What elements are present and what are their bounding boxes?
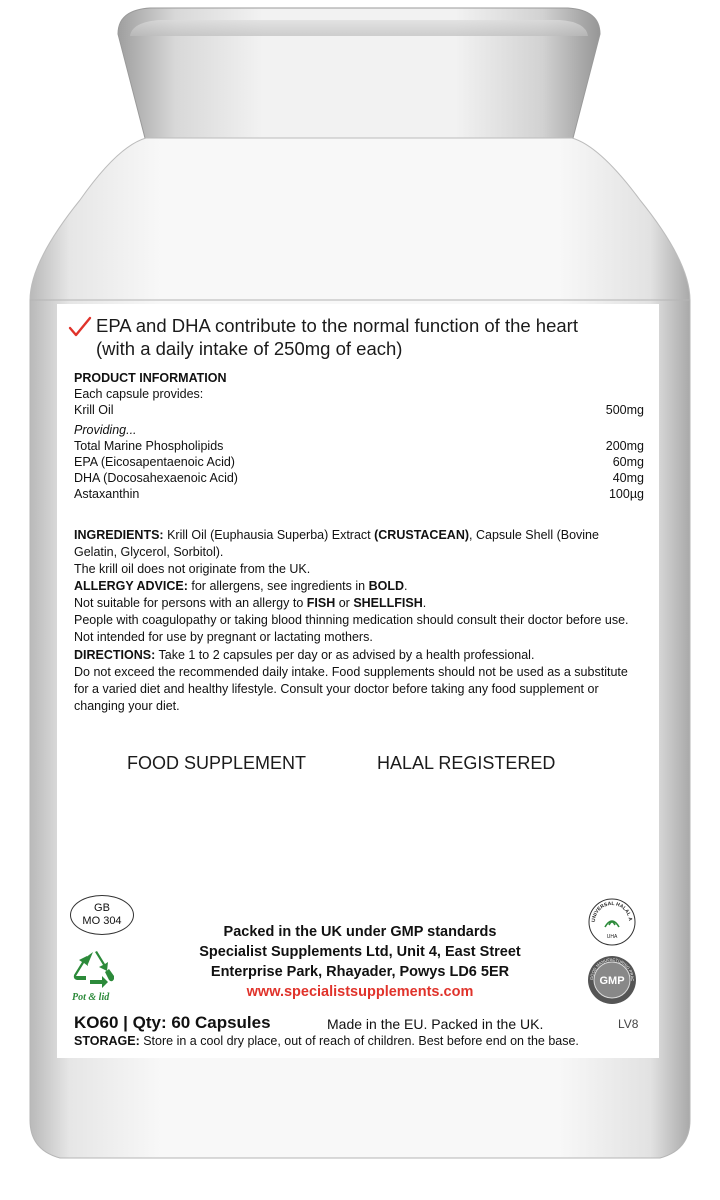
gmp-text: GMP [599,975,625,987]
nutrient-name: Krill Oil [74,403,114,417]
allergy-line-3: People with coagulopathy or taking blood thinning medication should consult their doctor before use. Not intended for use by pregnant or lactating mothers. [74,613,629,644]
ingredients-text-2: , Capsule Shell (Bovine Gelatin, Glycerol, Sorbitol). [74,528,599,559]
recycle-icon [72,950,118,990]
origin-statement: Made in the EU. Packed in the UK. [327,1016,544,1032]
nutrient-row [74,454,644,470]
nutrient-row [74,402,644,418]
uha-ring-text: UNIVERSAL HALAL A [590,900,634,923]
gb-mark-line-1: GB [94,902,110,914]
ingredients-text: Krill Oil (Euphausia Superba) Extract [163,528,375,542]
bottle-shoulder [30,138,690,310]
each-capsule-text: Each capsule provides: [74,387,204,401]
nutrient-row [74,470,644,486]
halal-registered-label: HALAL REGISTERED [377,753,556,773]
directions-text: Take 1 to 2 capsules per day or as advised by a health professional. [155,648,535,662]
product-info-heading: PRODUCT INFORMATION [74,371,227,385]
allergen-crustacean: (CRUSTACEAN) [374,528,470,542]
gb-mark-line-2: MO 304 [82,915,122,927]
label-version: LV8 [618,1017,639,1031]
origin-text: The krill oil does not originate from the UK. [74,562,311,576]
nutrient-name: Total Marine Phospholipids [74,439,224,453]
allergy-text: for allergens, see ingredients in [187,579,369,593]
health-claim [74,314,654,360]
allergy-text-end: . [404,579,408,593]
storage-info [74,1034,654,1048]
gmp-logo [587,955,637,1005]
claim-line-1: EPA and DHA contribute to the normal function of the heart [96,315,578,336]
gb-health-mark [70,895,134,935]
providing-text: Providing... [74,423,137,437]
bold-word: BOLD [368,579,404,593]
nutrient-row [74,438,644,454]
directions-text-2: Do not exceed the recommended daily intake. Food supplements should not be used as a substitute for a varied diet and healthy lifestyle. Consult your doctor before taking any food supplement or changing your diet. [74,665,628,713]
product-code: KO60 | Qty: 60 Capsules [74,1013,271,1032]
product-information [74,370,644,502]
allergen-fish: FISH [306,596,336,610]
gmp-ring-text: GOOD MANUFACTURING PRAC [588,956,636,982]
allergy-label: ALLERGY ADVICE: [74,579,188,593]
directions-label: DIRECTIONS: [74,648,156,662]
nutrient-name: DHA (Docosahexaenoic Acid) [74,471,238,485]
nutrient-amount: 500mg [605,403,644,417]
allergy-or: or [335,596,354,610]
directions-section [74,647,644,715]
food-supplement-label: FOOD SUPPLEMENT [127,753,307,773]
nutrient-amount: 60mg [612,455,644,469]
nutrient-amount: 40mg [612,471,644,485]
recycle-label: Pot & lid [72,992,110,1003]
allergen-shellfish: SHELLFISH [353,596,423,610]
nutrient-name: Astaxanthin [74,487,140,501]
ingredients-label: INGREDIENTS: [74,528,164,542]
nutrient-name: EPA (Eicosapentaenoic Acid) [74,455,235,469]
allergy-line-2: Not suitable for persons with an allergy to [74,596,307,610]
nutrient-amount: 200mg [605,439,644,453]
allergy-line-2-end: . [422,596,427,610]
packer-line-2: Specialist Supplements Ltd, Unit 4, East Street [199,944,521,960]
website-link: www.specialistsupplements.com [246,984,474,1000]
nutrient-row [74,486,644,502]
packer-line-1: Packed in the UK under GMP standards [223,924,497,940]
storage-text: Store in a cool dry place, out of reach of children. Best before end on the base. [139,1034,579,1048]
nutrient-amount: 100µg [608,487,644,501]
packer-address [160,922,560,1002]
ingredients-section [74,527,644,578]
packer-line-3: Enterprise Park, Rhayader, Powys LD6 5ER [210,964,510,980]
uha-abbrev: UHA [606,934,618,940]
allergy-section [74,578,644,646]
storage-label: STORAGE: [74,1034,140,1048]
halal-authority-logo [587,897,637,947]
claim-line-2: (with a daily intake of 250mg of each) [96,338,403,359]
checkmark-icon [68,316,92,338]
